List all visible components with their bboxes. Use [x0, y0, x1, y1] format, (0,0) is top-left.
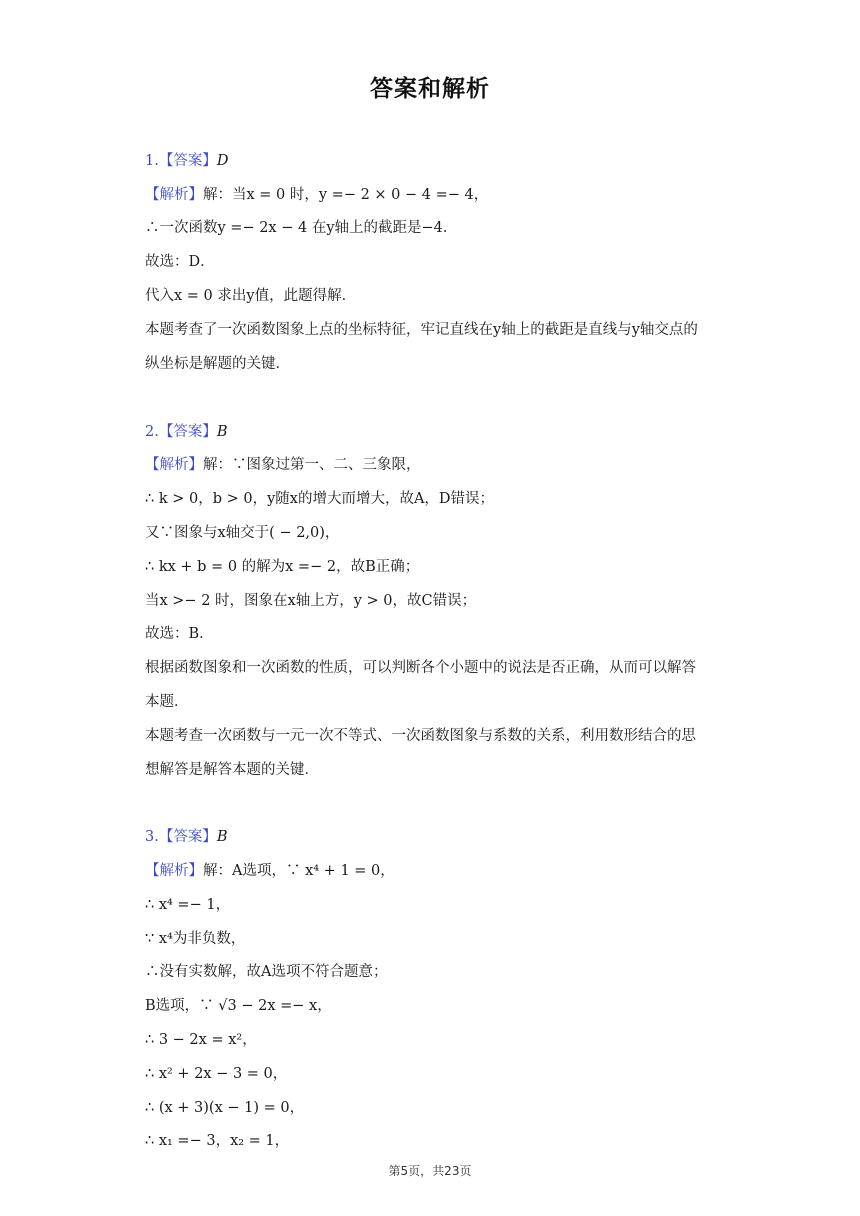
q1-answer: D [216, 153, 229, 169]
q3-number: 3. [145, 829, 159, 845]
q1-line-2: ∴一次函数y =− 2x − 4 在y轴上的截距是−4． [145, 220, 458, 236]
q3-line-7: ∴ x² + 2x − 3 = 0， [145, 1066, 288, 1082]
q2-line-8: 本题． [145, 694, 189, 710]
q1-text-1: 解：当x = 0 时，y =− 2 × 0 − 4 =− 4， [203, 187, 489, 203]
q2-line-1 [145, 455, 725, 475]
q2-line-6: 故选：B． [145, 626, 214, 642]
q2-answer-line [145, 422, 725, 442]
q2-line-10: 想解答是解答本题的关键． [145, 762, 319, 778]
q2-line-3: 又∵图象与x轴交于( − 2,0)， [145, 525, 340, 541]
q3-line-3: ∵ x⁴为非负数， [145, 931, 246, 947]
q1-answer-line [145, 151, 725, 171]
q2-explanation-tag: 【解析】 [145, 457, 203, 473]
q3-answer-line [145, 827, 725, 847]
q1-explanation-tag: 【解析】 [145, 187, 203, 203]
q3-line-4: ∴没有实数解，故A选项不符合题意； [145, 964, 388, 980]
q3-line-8: ∴ (x + 3)(x − 1) = 0， [145, 1100, 305, 1116]
q1-line-1 [145, 185, 725, 205]
q2-text-1: 解：∵图象过第一、二、三象限， [203, 457, 421, 473]
q3-line-2: ∴ x⁴ =− 1， [145, 897, 231, 913]
page-title: 答案和解析 [370, 76, 490, 102]
q2-answer-tag: 【答案】 [158, 424, 217, 440]
q1-line-5: 本题考查了一次函数图象上点的坐标特征，牢记直线在y轴上的截距是直线与y轴交点的 [145, 322, 698, 338]
page-footer: 第5页，共23页 [388, 1164, 472, 1178]
q2-line-9: 本题考查一次函数与一元一次不等式、一次函数图象与系数的关系，利用数形结合的思 [145, 728, 696, 744]
q3-explanation-tag: 【解析】 [145, 863, 203, 879]
q2-line-4: ∴ kx + b = 0 的解为x =− 2，故B正确； [145, 559, 420, 575]
q2-line-5: 当x >− 2 时，图象在x轴上方，y > 0，故C错误； [145, 593, 477, 609]
q1-line-6: 纵坐标是解题的关键． [145, 356, 290, 372]
q1-line-4: 代入x = 0 求出y值，此题得解． [145, 288, 357, 304]
q1-number: 1. [145, 153, 159, 169]
q2-line-7: 根据函数图象和一次函数的性质，可以判断各个小题中的说法是否正确，从而可以解答 [145, 660, 696, 676]
q1-line-3: 故选：D． [145, 254, 215, 270]
q3-answer-tag: 【答案】 [158, 829, 217, 845]
q3-line-6: ∴ 3 − 2x = x²， [145, 1032, 257, 1048]
q3-line-9: ∴ x₁ =− 3，x₂ = 1， [145, 1133, 290, 1149]
q3-line-5: B选项，∵ √3 − 2x =− x， [145, 998, 332, 1014]
q1-answer-tag: 【答案】 [158, 153, 217, 169]
q3-line-1 [145, 861, 725, 881]
q3-text-1: 解：A选项，∵ x⁴ + 1 = 0， [203, 863, 395, 879]
q2-answer: B [216, 424, 228, 440]
q2-number: 2. [145, 424, 159, 440]
q3-answer: B [216, 829, 228, 845]
q2-line-2: ∴ k > 0，b > 0，y随x的增大而增大，故A，D错误； [145, 491, 495, 507]
